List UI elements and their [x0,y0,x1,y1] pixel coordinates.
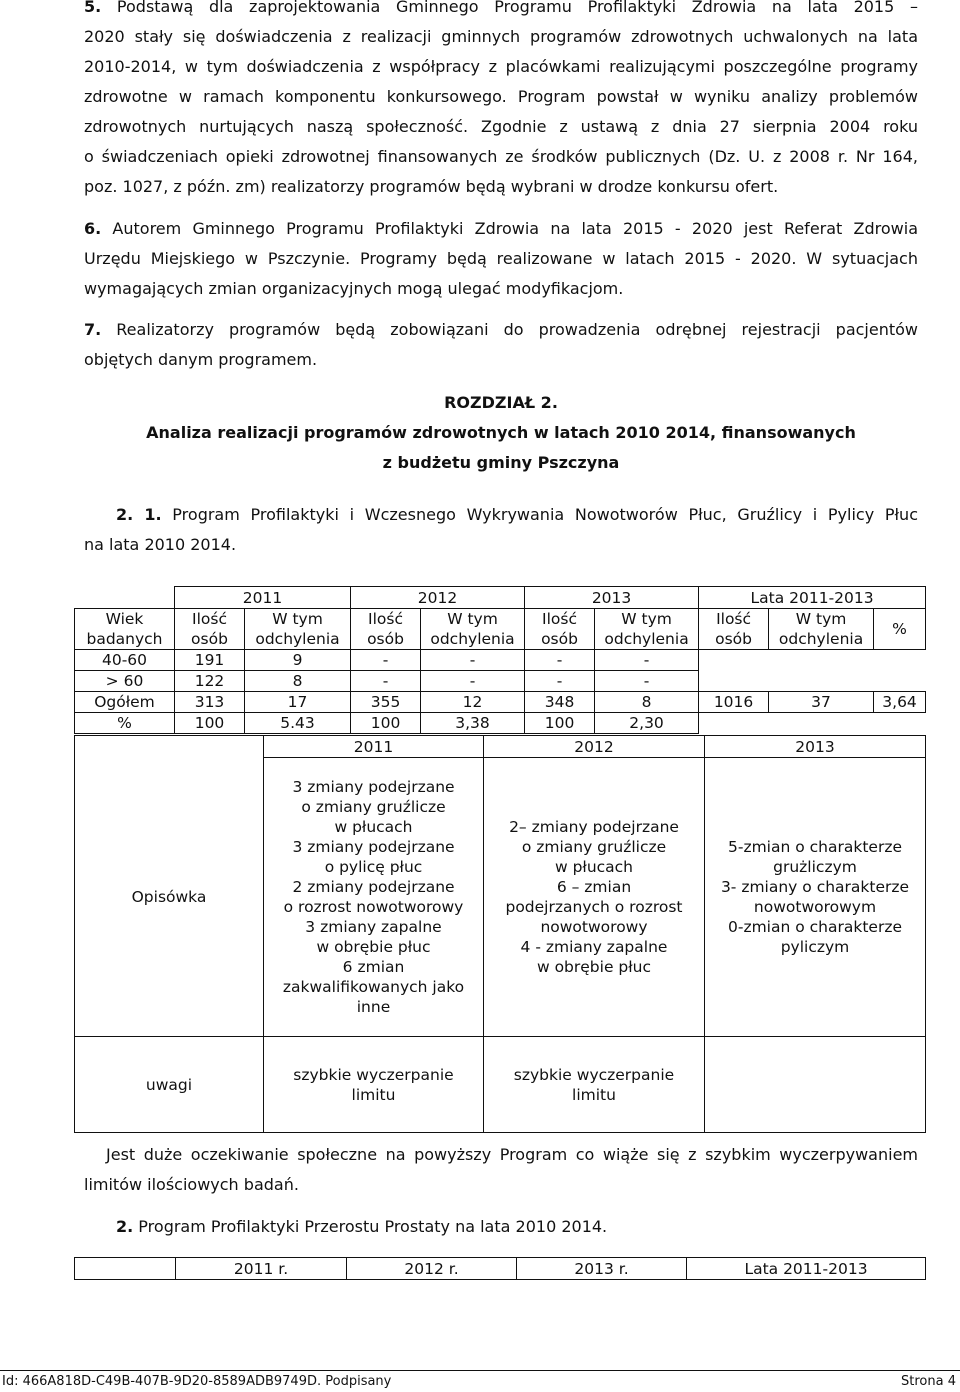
chapter-title-line-1: Analiza realizacji programów zdrowotnych w latach 2010 2014, finansowanych [146,423,856,442]
section-6-number: 6. [84,219,102,238]
cell: - [351,671,421,692]
opis-2011-line: o zmiany gruźlicze [301,798,446,816]
header-ilosc-2013-line-2: osób [541,630,578,648]
description-opisowka-row [75,758,926,1037]
opis-2013-line: 3- zmiany o charakterze [720,878,910,896]
note-paragraph [84,1140,918,1200]
header-percent: % [874,609,926,650]
prostate-header-blank [75,1258,176,1280]
year-header-2013: 2013 [525,587,699,609]
opis-2012-line: w obrębie płuc [536,958,652,976]
cell: 9 [245,650,351,671]
cell: 313 [175,692,245,713]
description-year-2012: 2012 [484,736,705,758]
cell: > 60 [75,671,175,692]
opisowka-2012 [484,758,705,1037]
program-2-1-line-2: na lata 2010 2014. [84,535,237,554]
cell: 100 [351,713,421,734]
description-year-2013: 2013 [705,736,926,758]
section-5-line-5: zdrowotnych nurtujących naszą społeczność. Zgodnie z ustawą z dnia 27 sierpnia 2004 roku [84,117,918,136]
program-2-line [84,1212,918,1242]
header-wtym-2013 [595,609,699,650]
section-5-line-7: poz. 1027, z późn. zm) realizatorzy programów będą wybrani w drodze konkursu ofert. [84,177,779,196]
program-2-title: Program Profilaktyki Przerostu Prostaty na lata 2010 2014. [133,1217,608,1236]
table-row [75,692,926,713]
header-wtym-total [769,609,874,650]
uwagi-2012-line: szybkie wyczerpanie [513,1065,675,1084]
opis-2011-line: w obrębie płuc [316,938,431,956]
program-2-1-title: Program Profilaktyki i Wczesnego Wykrywania Nowotworów Płuc, Gruźlicy i Pylicy Płuc [161,505,918,524]
header-wtym-2012 [421,609,525,650]
program-2-heading [84,1212,918,1242]
opis-2011-line: o pylicę płuc [324,858,423,876]
year-header-total: Lata 2011-2013 [699,587,926,609]
program-2-1-number: 2. 1. [116,505,162,524]
section-7-paragraph [84,315,918,375]
cell: 122 [175,671,245,692]
section-7-line-1 [84,315,918,345]
opis-2011-line: 2 zmiany podejrzane [292,878,455,896]
cell: 37 [769,692,874,713]
header-ilosc-2013 [525,609,595,650]
chapter-title-line-2: z budżetu gminy Pszczyna [382,453,620,472]
document-id: Id: 466A818D-C49B-407B-9D20-8589ADB9749D. Podpisany [2,1374,392,1389]
prostate-program-table [74,1257,926,1280]
description-year-row [75,736,926,758]
section-5-line-6: o świadczeniach opieki zdrowotnej finansowanych ze środków publicznych (Dz. U. z 2008 r. Nr 164, [84,147,918,166]
cell: 355 [351,692,421,713]
description-uwagi-row [75,1037,926,1133]
prostate-header-2013: 2013 r. [517,1258,687,1280]
program-2-number: 2. [116,1217,134,1236]
section-5-line-2: 2020 stały się doświadczenia z realizacji gminnych programów zdrowotnych uchwalonych na lata [84,27,918,46]
opisowka-2013 [705,758,926,1037]
page-number: Strona 4 [901,1374,956,1389]
opis-2013-line: pyliczym [780,938,850,956]
note-line-1: Jest duże oczekiwanie społeczne na powyższy Program co wiąże się z szybkim wyczerpywaniem [106,1145,918,1164]
cell: 5.43 [245,713,351,734]
cell: 8 [245,671,351,692]
chapter-label: ROZDZIAŁ 2. [444,393,558,412]
uwagi-2013 [705,1037,926,1133]
cell: 2,30 [595,713,699,734]
cell: - [525,671,595,692]
header-ilosc-total-line-1: Ilość [716,610,752,628]
program-results-table [74,586,926,734]
header-wiek-line-2: badanych [86,630,163,648]
header-ilosc-2012-line-1: Ilość [368,610,403,628]
section-6-text-1: Autorem Gminnego Programu Profilaktyki Zdrowia na lata 2015 - 2020 jest Referat Zdrowia [101,219,918,238]
prostate-header-row [75,1258,926,1280]
header-ilosc-2011-line-1: Ilość [192,610,227,628]
opis-2011-line: 6 zmian [342,958,405,976]
opis-2012-line: 2– zmiany podejrzane [509,818,679,836]
table-row [75,671,926,692]
empty-cell [699,713,926,734]
header-wiek [75,609,175,650]
header-wtym-2011-line-2: odchylenia [255,630,340,648]
header-ilosc-2011-line-2: osób [191,630,228,648]
page-footer [0,1370,960,1392]
cell: 100 [525,713,595,734]
empty-cell [699,671,926,692]
header-wtym-2013-line-2: odchylenia [604,630,689,648]
section-5-line-3: 2010-2014, w tym doświadczenia z współpracy z placówkami realizującymi poszczególne programy [84,57,918,76]
section-6-paragraph [84,214,918,304]
opis-2011-line: 3 zmiany zapalne [305,918,442,936]
header-ilosc-total [699,609,769,650]
note-line-2: limitów ilościowych badań. [84,1175,299,1194]
header-ilosc-2013-line-1: Ilość [542,610,578,628]
section-6-line-1 [84,214,918,244]
header-wtym-2011-line-1: W tym [272,610,323,628]
cell: 17 [245,692,351,713]
opis-2011-line: o rozrost nowotworowy [283,898,464,916]
opis-2013-line: 5-zmian o charakterze [727,838,902,856]
cell: 40-60 [75,650,175,671]
uwagi-2012 [484,1037,705,1133]
opis-2013-line: grużliczym [773,858,857,876]
opis-2011-line: 3 zmiany podejrzane [292,838,455,856]
section-5-paragraph [84,0,918,202]
section-5-line-1 [84,0,918,22]
description-corner-cell [75,736,264,758]
header-wtym-2012-line-1: W tym [447,610,498,628]
opis-2013-line: nowotworowym [753,898,877,916]
section-6-line-2: Urzędu Miejskiego w Pszczynie. Programy będą realizowane w latach 2015 - 2020. W sytuacjach [84,249,918,268]
uwagi-2012-line: limitu [572,1085,616,1104]
opis-2011-line: w płucach [334,818,413,836]
opis-2012-line: podejrzanych o rozrost [505,898,683,916]
section-6-line-3: wymagających zmian organizacyjnych mogą ulegać modyfikacjom. [84,279,624,298]
cell: 1016 [699,692,769,713]
cell: 12 [421,692,525,713]
table-column-header-row [75,609,926,650]
section-5-line-4: zdrowotne w ramach komponentu konkursowego. Program powstał w wyniku analizy problemów [84,87,918,106]
cell: - [421,671,525,692]
empty-cell [699,650,926,671]
cell: 100 [175,713,245,734]
table-year-header-row [75,587,926,609]
cell: - [595,650,699,671]
header-ilosc-2012 [351,609,421,650]
opis-2013-line: 0-zmian o charakterze [727,918,902,936]
prostate-header-total: Lata 2011-2013 [687,1258,926,1280]
uwagi-2011-line: limitu [351,1085,396,1104]
section-5-text-1: Podstawą dla zaprojektowania Gminnego Programu Profilaktyki Zdrowia na lata 2015 – [101,0,918,16]
section-5-number: 5. [84,0,102,16]
opis-2012-line: nowotworowy [540,918,648,936]
cell: - [421,650,525,671]
opis-2011-line: zakwalifikowanych jako [282,978,465,996]
opisowka-label: Opisówka [75,758,264,1037]
opis-2012-line: o zmiany gruźlicze [521,838,667,856]
opis-2012-line: 6 – zmian [556,878,632,896]
uwagi-label: uwagi [75,1037,264,1133]
cell: - [351,650,421,671]
cell: 191 [175,650,245,671]
header-wtym-total-line-2: odchylenia [778,630,864,648]
program-description-table [74,735,926,1133]
header-wtym-2013-line-1: W tym [621,610,672,628]
cell: 348 [525,692,595,713]
year-header-2012: 2012 [351,587,525,609]
header-wtym-2011 [245,609,351,650]
table-row [75,713,926,734]
cell: 3,38 [421,713,525,734]
cell: 8 [595,692,699,713]
opis-2011-line: inne [356,998,391,1016]
header-wiek-line-1: Wiek [105,610,144,628]
cell: - [595,671,699,692]
cell: Ogółem [75,692,175,713]
section-7-line-2: objętych danym programem. [84,350,318,369]
opis-2012-line: w płucach [554,858,634,876]
cell: % [75,713,175,734]
prostate-header-2012: 2012 r. [347,1258,517,1280]
header-ilosc-total-line-2: osób [715,630,752,648]
header-ilosc-2011 [175,609,245,650]
year-header-2011: 2011 [175,587,351,609]
table-row [75,650,926,671]
header-wtym-2012-line-2: odchylenia [430,630,515,648]
opis-2011-line: 3 zmiany podejrzane [292,778,455,796]
opisowka-2011 [264,758,484,1037]
description-year-2011: 2011 [264,736,484,758]
header-wtym-total-line-1: W tym [795,610,847,628]
section-7-number: 7. [84,320,102,339]
program-2-1-line-1 [84,500,918,530]
opis-2012-line: 4 - zmiany zapalne [520,938,668,956]
table-corner-cell [75,587,175,609]
uwagi-2011-line: szybkie wyczerpanie [293,1065,454,1084]
section-7-text-1: Realizatorzy programów będą zobowiązani do prowadzenia odrębnej rejestracji pacjentów [101,320,918,339]
cell: 3,64 [874,692,926,713]
program-2-1-heading [84,500,918,560]
uwagi-2011 [264,1037,484,1133]
prostate-header-2011: 2011 r. [176,1258,347,1280]
cell: - [525,650,595,671]
header-ilosc-2012-line-2: osób [367,630,404,648]
